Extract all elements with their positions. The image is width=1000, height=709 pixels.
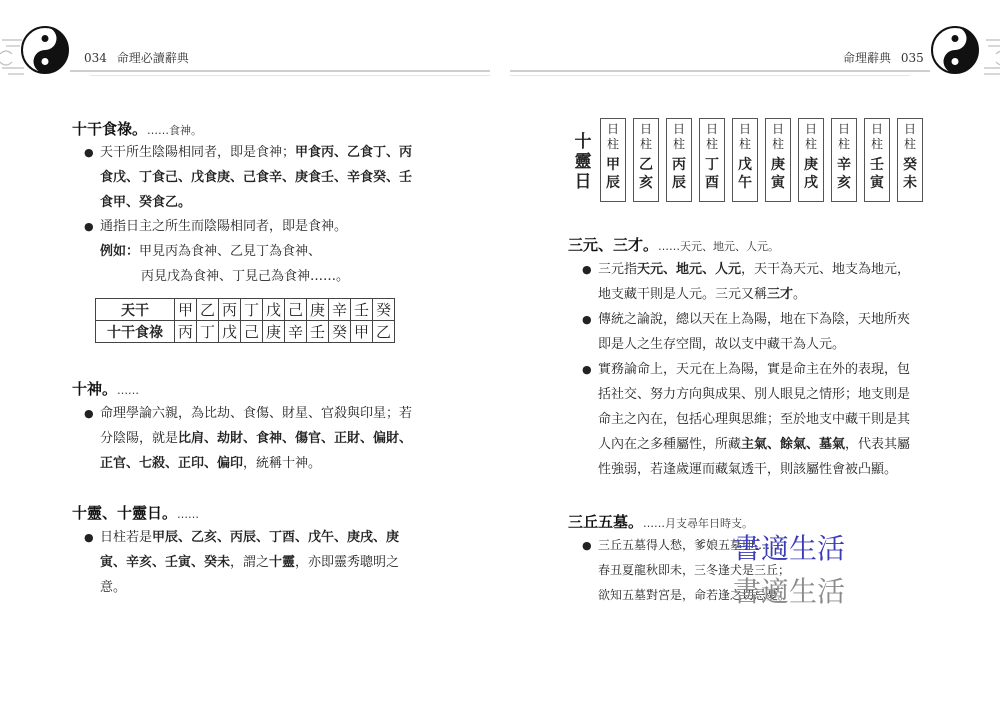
- entry-title: 十靈、十靈日。……: [72, 504, 200, 522]
- bullet-item: ● 日柱若是甲辰、乙亥、丙辰、丁酉、戊午、庚戌、庚 寅、辛亥、壬寅、癸未，謂之十靈，亦即靈秀聰明之 意。: [84, 530, 400, 595]
- bullet-item: ● 傳統之論說，總以天在上為陽，地在下為陰，天地所夾 即是人之生存空間，故以支中藏干為人元。: [582, 312, 911, 352]
- bullet-item: ● 實務論命上，天元在上為陽，實是命主在外的表現，包 括社交、努力方向與成果、別人眼見之情形；地支則是 命主之內在，包括心理與思維；至於地支中藏干則是其 人內在之多種屬性，所藏主氣、餘氣、墓氣，代表其屬 性強弱，若逢歲運而藏氣透干，則該屬性會被凸顯。: [582, 362, 911, 477]
- header-rule: [510, 70, 930, 72]
- entry-title: 十干食祿。……食神。: [72, 120, 203, 138]
- running-head: 命理辭典: [843, 51, 892, 65]
- table-row: 天干 甲 乙 丙 丁 戊 己 庚 辛 壬 癸: [96, 299, 395, 321]
- day-pillar-box: 日柱 戊午: [732, 118, 758, 202]
- day-pillar-box: 日柱 甲辰: [600, 118, 626, 202]
- bullet-item: ● 三丘五墓得人愁，爹娘五墓卯…… 春丑夏龍秋即未，三冬逢犬是三丘； 欲知五墓對宮是，命若逢之切忌憂。: [582, 538, 791, 602]
- entry-title: 三元、三才。……天元、地元、人元。: [568, 236, 780, 254]
- header-rule-thin: [90, 75, 490, 76]
- entry-title: 三丘五墓。……月支尋年日時支。: [568, 513, 754, 531]
- bullet-item: ● 命理學論六親，為比劫、食傷、財星、官殺與印星；若 分陰陽，就是比肩、劫財、食神、傷官、正財、偏財、 正官、七殺、正印、偏印，統稱十神。: [84, 406, 413, 471]
- watermark: 書適生活: [733, 532, 846, 565]
- day-pillar-box: 日柱 乙亥: [633, 118, 659, 202]
- header-rule-thin: [510, 75, 910, 76]
- page-number: 035: [900, 51, 924, 65]
- day-pillar-box: 日柱 丙辰: [666, 118, 692, 202]
- example-block: 例如：甲見丙為食神、乙見丁為食神、 丙見戊為食神、丁見己為食神……。: [100, 244, 350, 284]
- day-pillar-box: 日柱 辛亥: [831, 118, 857, 202]
- day-pillar-box: 日柱 庚戌: [798, 118, 824, 202]
- table-row: 十干食祿 丙 丁 戊 己 庚 辛 壬 癸 甲 乙: [96, 321, 395, 343]
- day-pillar-box: 日柱 庚寅: [765, 118, 791, 202]
- day-pillar-box: 日柱 癸未: [897, 118, 923, 202]
- bullet-item: ● 通指日主之所生而陰陽相同者，即是食神。: [84, 219, 348, 234]
- bullet-item: ● 三元指天元、地元、人元，天干為天元、地支為地元， 地支藏干則是人元。三元又稱三才。: [582, 262, 911, 302]
- day-pillar-box: 日柱 壬寅: [864, 118, 890, 202]
- shiganshilu-table: [95, 298, 395, 343]
- watermark: 書適生活: [733, 575, 846, 608]
- running-head: 命理必讀辭典: [116, 51, 189, 65]
- yin-yang-icon: [20, 25, 70, 75]
- shiling-ri-vertical-title: 十 靈 日: [574, 132, 592, 192]
- yin-yang-icon: [930, 25, 980, 75]
- bullet-item: ● 天干所生陰陽相同者，即是食神；甲食丙、乙食丁、丙 食戊、丁食己、戊食庚、己食辛、庚食壬、辛食癸、壬 食甲、癸食乙。: [84, 145, 413, 210]
- day-pillar-box: 日柱 丁酉: [699, 118, 725, 202]
- page-header: [843, 49, 930, 66]
- header-rule: [70, 70, 490, 72]
- entry-title: 十神。……: [72, 380, 140, 398]
- page-header: [78, 49, 189, 66]
- page-number: 034: [84, 51, 107, 65]
